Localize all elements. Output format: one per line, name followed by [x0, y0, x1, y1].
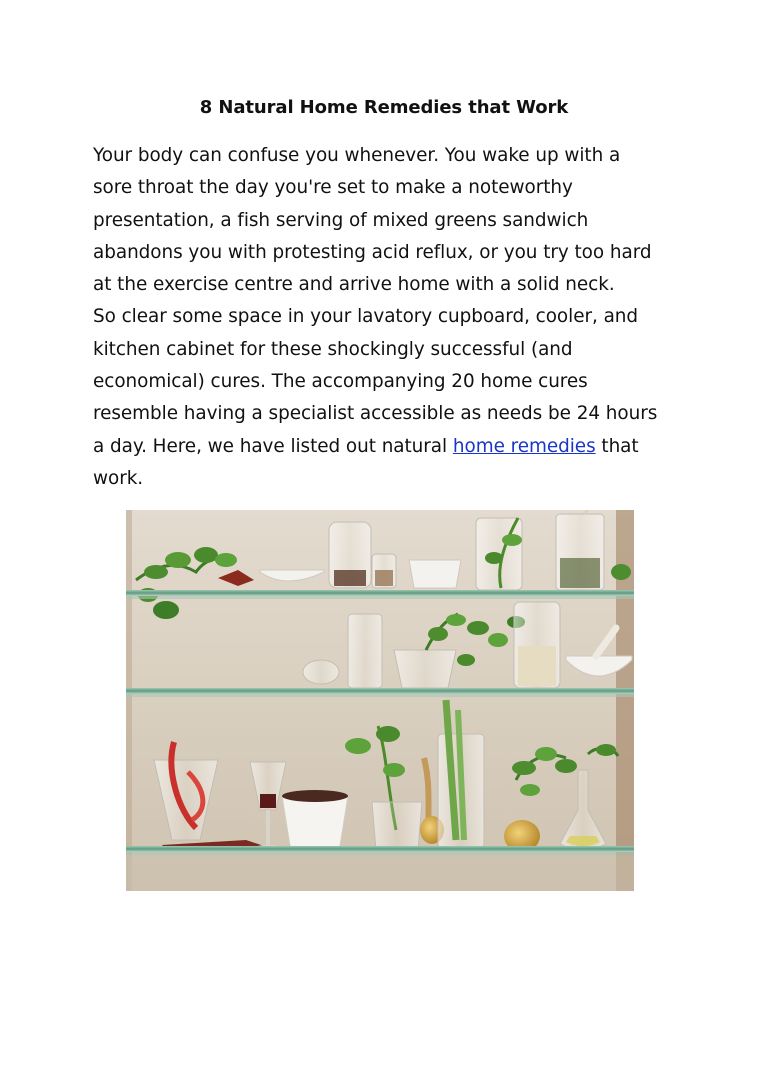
home-remedies-link[interactable]: home remedies [452, 435, 596, 457]
middle-glass-shelf [126, 688, 634, 694]
herb-shelves-illustration [126, 510, 634, 891]
link-prefix-text: a day. Here, we have listed out natural [93, 435, 453, 457]
paragraph-line: presentation, a fish serving of mixed greens sandwich [93, 209, 589, 231]
paragraph-line: So clear some space in your lavatory cupboard, cooler, and [93, 306, 639, 328]
paragraph-line: economical) cures. The accompanying 20 home cures [93, 371, 588, 393]
paragraph-line: abandons you with protesting acid reflux, or you try too hard [93, 241, 652, 263]
bottom-glass-shelf [126, 846, 634, 852]
top-glass-shelf [126, 590, 634, 596]
paragraph-line: sore throat the day you're set to make a noteworthy [93, 177, 573, 199]
paragraph-line: work. [93, 467, 144, 489]
paragraph-line: at the exercise centre and arrive home with a solid neck. [93, 274, 615, 296]
paragraph-line-with-link [93, 431, 693, 463]
paragraph-line: resemble having a specialist accessible as needs be 24 hours [93, 403, 658, 425]
link-suffix-text: that [595, 435, 639, 457]
page-title: 8 Natural Home Remedies that Work [199, 97, 569, 118]
body-paragraph [93, 140, 693, 495]
herb-shelves-photo [126, 510, 634, 891]
paragraph-line: Your body can confuse you whenever. You wake up with a [93, 145, 621, 166]
paragraph-line: kitchen cabinet for these shockingly successful (and [93, 338, 573, 360]
